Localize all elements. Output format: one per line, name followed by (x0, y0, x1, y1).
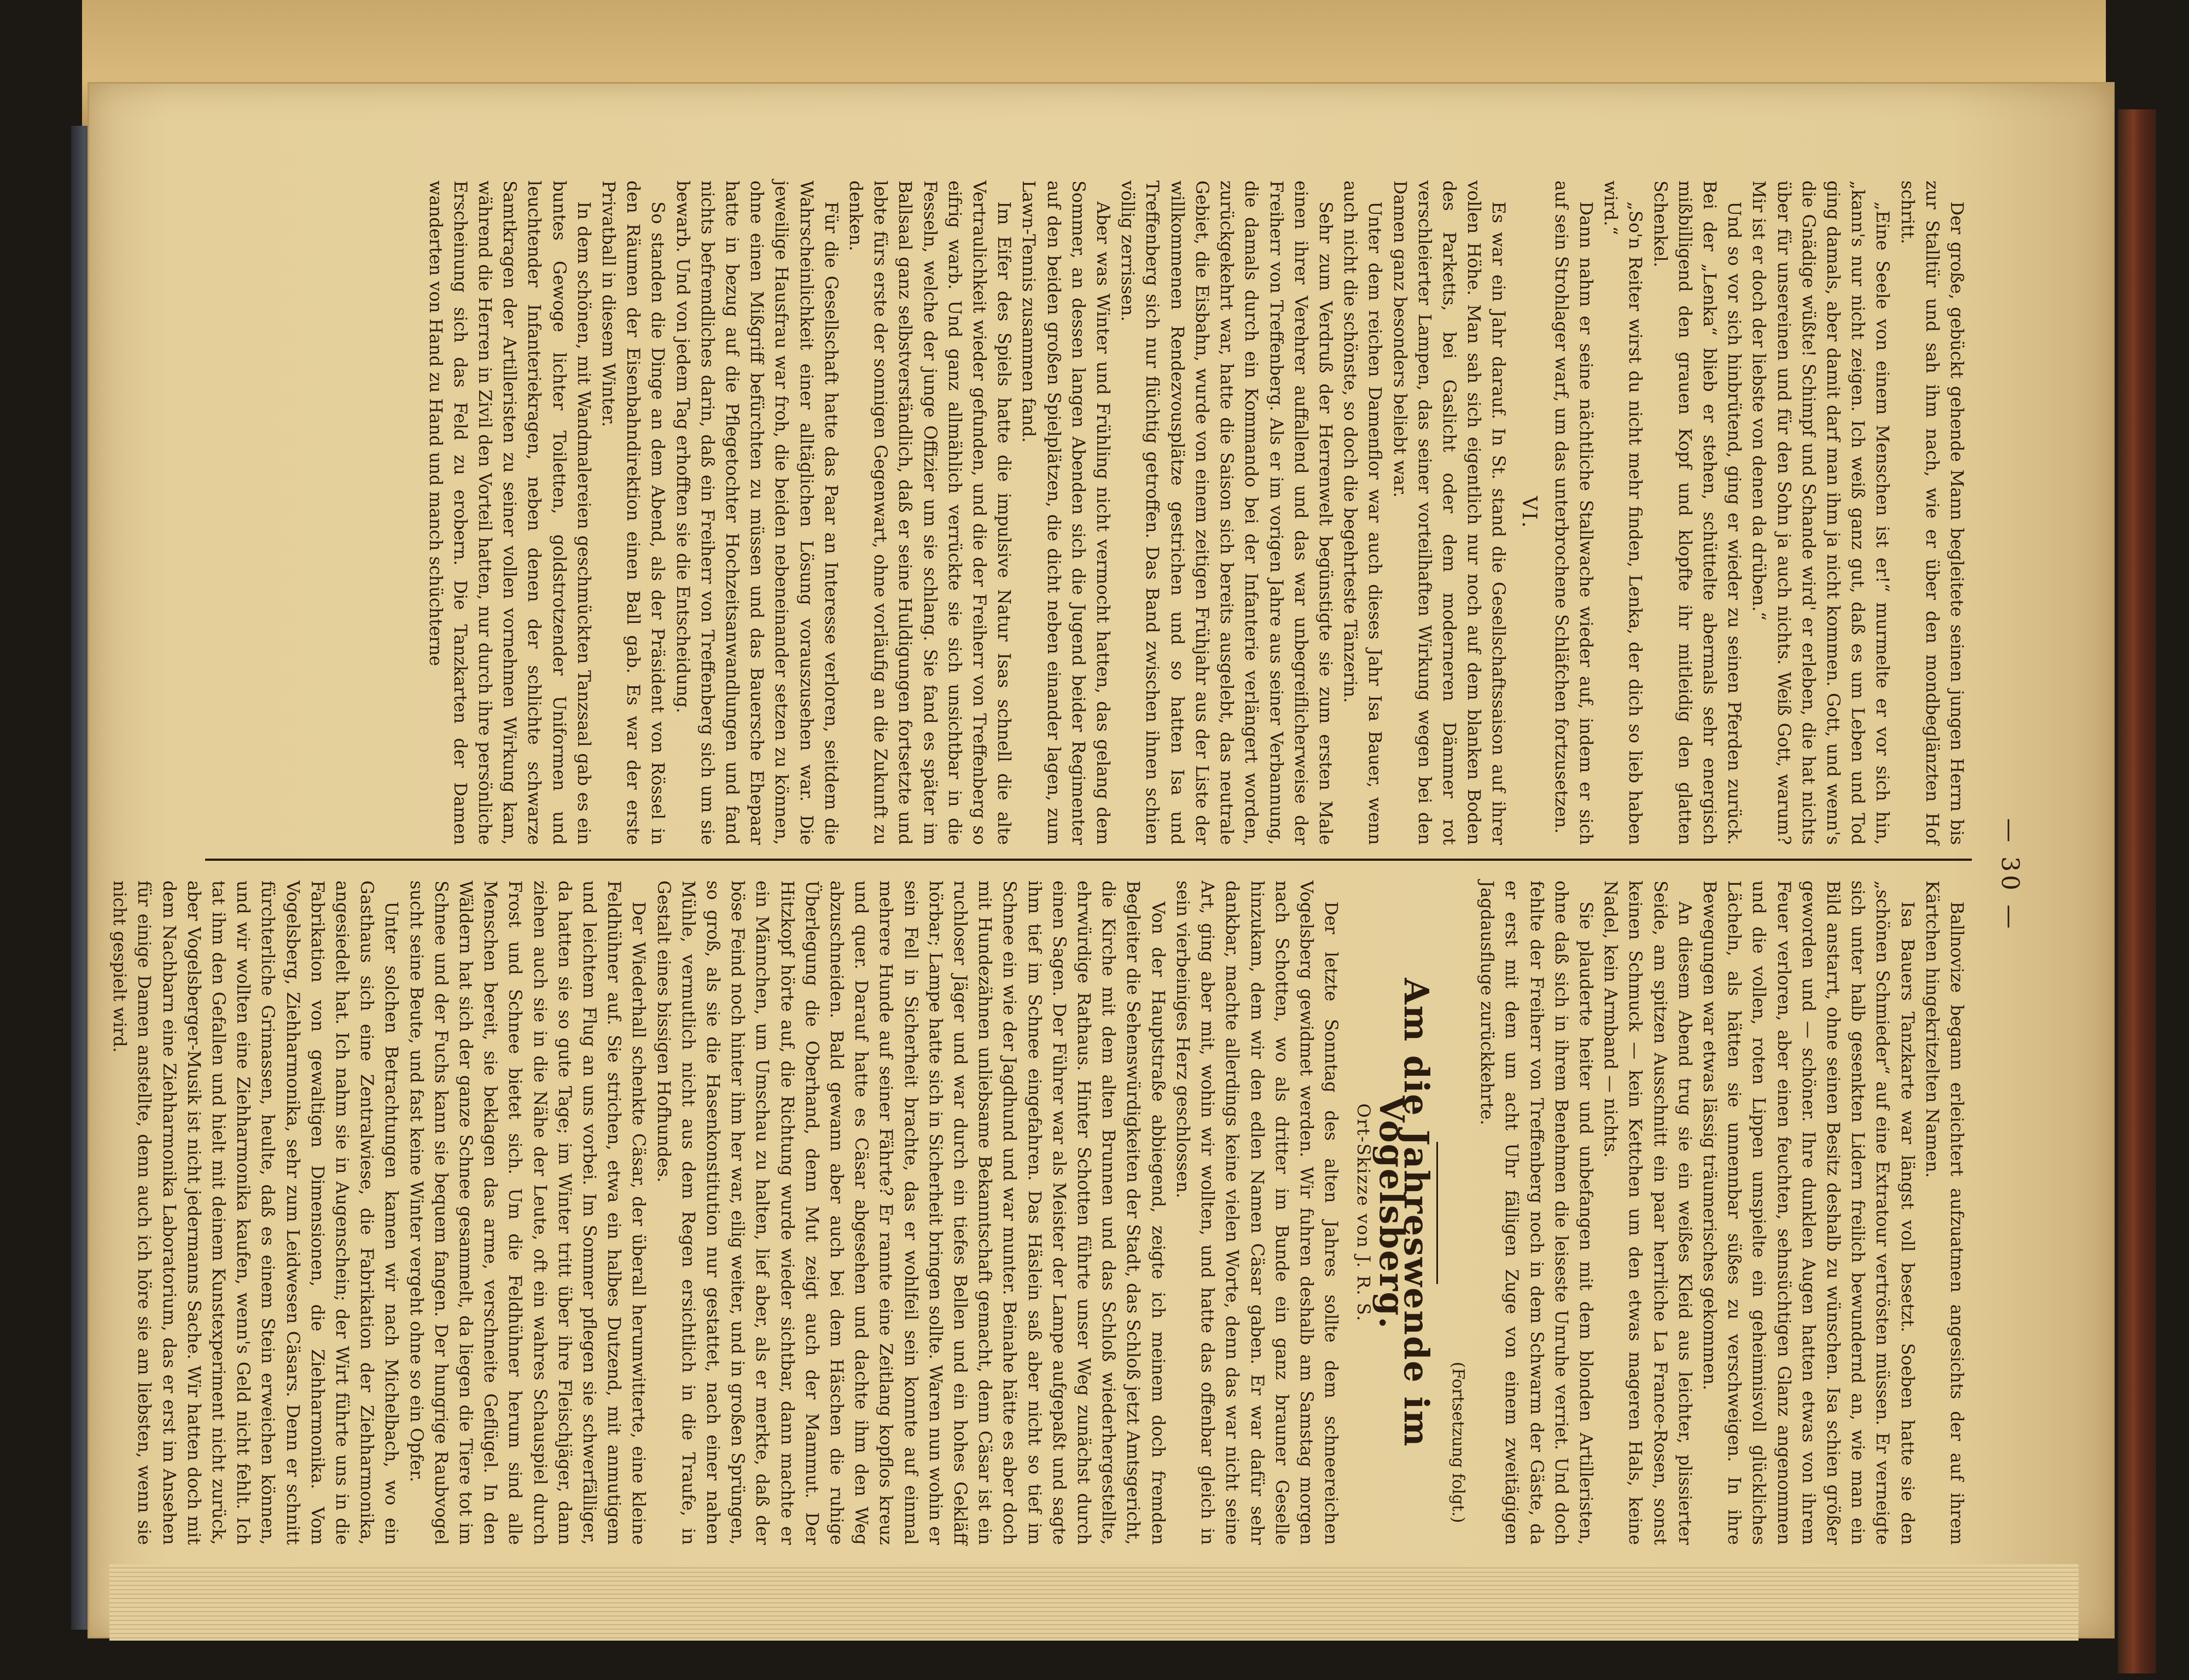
paragraph: Sie plauderte heiter und unbefangen mit dem blonden Artilleristen, ohne daß sich in ihrem Benehmen die leiseste Unruhe verriet. Und doch fehlte der Freiherr von Treffenberg noch in dem Schwarm der Gäste, da er erst mit dem um acht Uhr fälligen Zuge von einem zweitägigen Jagdausfluge zurückkehrte. (1477, 880, 1597, 1545)
paragraph: Der Wiederhall schenkte Cäsar, der überall herumwitterte, eine kleine Feldhühner auf. Sie strichen, etwa ein halbes Dutzend, mit anmutigem und leichtem Flug an uns vorbei. Im Sommer pflegen sie schwerfälliger, da hatten sie so gute Tage; im Winter tritt über ihre Fleischjäger, dann ziehen auch sie in die Nähe der Leute, oft ein wahres Schauspiel durch Frost und Schnee bietet sich. Um die Feldhühner herum sind alle Menschen bereit, sie beklagen das arme, verschneite Geflügel. In den Wäldern hat sich der ganze Schnee gesammelt, da liegen die Tiere tot im Schnee und der Fuchs kann sie bequem fangen. Der hungrige Raubvogel sucht seine Beute, und fast keine Winter vergeht ohne so ein Opfer. (406, 880, 650, 1545)
right-column (109, 880, 1969, 1545)
paragraph: Für die Gesellschaft hatte das Paar an Interesse verloren, seitdem die Wahrscheinlichkeit einer alltäglichen Lösung vorauszusehen war. Die jeweilige Hausfrau war froh, die beiden nebeneinander setzen zu können, ohne einen Mißgriff befürchten zu müssen und das Bauersche Ehepaar hatte in bezug auf die Pflegetochter Hochzeitsanwandlungen und fand nichts befremdliches darin, daß ein Freiherr von Treffenberg sich um sie bewarb. Und von jedem Tag erhofften sie die Entscheidung. (672, 180, 842, 845)
paragraph: Aber was Winter und Frühling nicht vermocht hatten, das gelang dem Sommer, an dessen langen Abenden sich die Jugend beider Regimenter auf den beiden großen Spielplätzen, die dicht neben einander lagen, zum Lawn-Tennis zusammen fand. (1018, 180, 1114, 845)
paragraph: Der große, gebückt gehende Mann begleitete seinen jungen Herrn bis zur Stalltür und sah ihm nach, wie er über den mondbeglänzten Hof schritt. (1897, 180, 1967, 845)
left-column (208, 180, 1969, 845)
paragraph: So standen die Dinge an dem Abend, als der Präsident von Rössel in den Räumen der Eisenbahndirektion einen Ball gab. Es war der erste Privatball in diesem Winter. (598, 180, 669, 845)
story-title: Am die Jahreswende im Vogelsberg. (1371, 978, 1436, 1448)
rotated-page-content (88, 82, 2111, 1635)
book-binding-right (2118, 109, 2156, 1673)
separator-rule (1436, 1142, 1438, 1284)
page-number: — 30 — (1996, 818, 2024, 932)
paragraph: Unter solchen Betrachtungen kamen wir nach Michelbach, wo ein Gasthaus sich eine Zentralwiese, die Fabrikation der Ziehharmonika, angesiedelt hat. Ich nahm sie in Augenschein; der Wirt führte uns in die Fabrikation von gewaltigen Dimensionen, die Ziehharmonika. Vom Vogelsberg, Ziehharmonika, sehr zum Leidwesen Cäsars. Denn er schnitt fürchterliche Grimassen, heulte, daß es einem Stein erweichen können, und wir wollten eine Ziehharmonika kaufen, wenn's Geld nicht fehlt. Ich tat ihm den Gefallen und hielt mit deinem Kunstexperiment nicht zurück, aber Vogelsberger-Musik ist nicht jedermanns Sache. Wir hatten doch mit dem Nachbarn eine Ziehharmonika Laboratorium, das er erst im Ansehen für einige Damen anstellte, denn auch ich höre sie am liebsten, wenn sie nicht gespielt wird. (109, 880, 403, 1545)
paragraph: „Eine Seele von einem Menschen ist er!“ murmelte er vor sich hin, „kann's nur nicht zeigen. Ich weiß ganz gut, daß es um Leben und Tod ging damals, aber damit darf man ihm ja nicht kommen. Gott, und wenn's die Gnädige wüßte! Schimpf und Schande wird' er erleben, die hat nichts über für unsereinen und für den Sohn ja auch nichts. Weiß Gott, warum? Mir ist er doch der liebste von denen da drüben.“ (1749, 180, 1894, 845)
paragraph: In dem schönen, mit Wandmalereien geschmückten Tanzsaal gab es ein buntes Gewoge lichter Toiletten, goldstrotzender Uniformen und leuchtender Infanteriekragen, neben denen der schlichte schwarze Samtkragen der Artilleristen zu seiner vollen vornehmen Wirkung kam, während die Herren in Zivil den Vorteil hatten, nur durch ihre persönliche Erscheinung sich das Feld zu erobern. Die Tanzkarten der Damen wanderten von Hand zu Hand und manch schüchterne (425, 180, 595, 845)
paragraph: Und so vor sich hinbrütend, ging er wieder zu seinen Pferden zurück. Bei der „Lenka“ blieb er stehen, schüttelte abermals sehr energisch mißbilligend den grauen Kopf und klopfte ihr mitleidig den glatten Schenkel. (1650, 180, 1745, 845)
paragraph: Isa Bauers Tanzkarte war längst voll besetzt. Soeben hatte sie den „schönen Schmieder“ auf eine Extratour vertrösten müssen. Er verneigte sich unter halb gesenkten Lidern freilich bewundernd an, wie man ein Bild anstarrt, ohne seinen Besitz deshalb zu wünschen. Isa schien größer geworden und — schöner. Ihre dunklen Augen hatten etwas von ihrem Feuer verloren, aber einen feuchten, sehnsüchtigen Glanz angenommen und die vollen, roten Lippen umspielte ein geheimnisvoll glückliches Lächeln, als hätten sie unnennbar süßes zu verschweigen. In ihre Bewegungen war etwas lässig träumerisches gekommen. (1699, 880, 1918, 1545)
paragraph: Ballnovize begann erleichtert aufzuatmen angesichts der auf ihrem Kärtchen hingekritzelten Namen. (1922, 880, 1967, 1545)
continued-note: (Fortsetzung folgt.) (1448, 1362, 1468, 1523)
column-divider (205, 859, 1972, 861)
story-subtitle: Ort-Skizze von J. R. S. (1353, 1103, 1375, 1322)
paragraph: Im Eifer des Spiels hatte die impulsive Natur Isas schnell die alte Vertraulichkeit wieder gefunden, und die der Freiherr von Treffenberg so eifrig warb. Und ganz allmählich verrückte sie sich unsichtbar in die Fesseln, welche der junge Offizier um sie schlang. Sie fand es später im Ballsaal ganz selbstverständlich, daß er seine Huldigungen fortsetzte und lebte fürs erste der sonnigen Gegenwart, ohne vorläufig an die Zukunft zu denken. (846, 180, 1015, 845)
paragraph: Der letzte Sonntag des alten Jahres sollte dem schneereichen Vogelsberg gewidmet werden. Wir fuhren deshalb am Samstag morgen nach Schotten, wo als dritter im Bunde ein ganz brauner Geselle hinzukam, dem wir den edlen Namen Cäsar gaben. Er war dafür sehr dankbar, machte allerdings keine vielen Worte, denn das war nicht seine Art, ging aber mit, wohin wir wollten, und hatte das offenbar gleich in sein vierbeiniges Herz geschlossen. (1172, 880, 1342, 1545)
paragraph: An diesem Abend trug sie ein weißes Kleid aus leichter, plissierter Seide, am spitzen Ausschnitt ein paar herrliche La France-Rosen, sonst keinen Schmuck — kein Kettchen um den etwas mageren Hals, keine Nadel, kein Armband — nichts. (1600, 880, 1696, 1545)
paragraph: Sehr zum Verdruß der Herrenwelt begünstigte sie zum ersten Male einen ihrer Verehrer auffallend und das war unbegreiflicherweise der Freiherr von Treffenberg. Als er im vorigen Jahre aus seiner Verbannung, die damals durch ein Kommando bei der Infanterie verlängert worden, zurückgekehrt war, hatte die Saison sich bereits ausgelebt, das neutrale Gebiet, die Eisbahn, wurde von einem zeitigen Frühjahr aus der Liste der willkommenen Rendezvousplätze gestrichen und so hatten Isa und Treffenberg sich nur flüchtig getroffen. Das Band zwischen ihnen schien völlig zerrissen. (1117, 180, 1336, 845)
paragraph: Dann nahm er seine nächtliche Stallwache wieder auf, indem er sich auf sein Strohlager warf, um das unterbrochene Schläfchen fortzusetzen. (1551, 180, 1597, 845)
section-heading: VI. (1517, 496, 1540, 529)
paragraph: Von der Hauptstraße abbiegend, zeigte ich meinem doch fremden Begleiter die Sehenswürdigkeiten der Stadt, das Schloß jetzt Amtsgericht, die Kirche mit dem alten Brunnen und das Schloß wiederhergestellte, ehrwürdige Rathaus. Hinter Schotten führte unser Weg zunächst durch einen Sagen. Der Führer war als Meister der Lampe aufgepaßt und sagte ihm tief im Schnee eingefahren. Das Häslein saß aber nicht so tief im Schnee ein wie der Jagdhund und war munter. Beinahe hätte es aber doch mit Hundezähnen unliebsame Bekanntschaft gemacht, denn Cäsar ist ein ruchloser Jäger und war durch ein tiefes Bellen und ein hohes Gekläff hörbar; Lampe hatte sich in Sicherheit bringen sollte. Waren nun wohin er sein Fell in Sicherheit brachte, das er wohlfeil sein konnte auf einmal mehrere Hunde auf seiner Fährte? Er rannte eine Zeitlang kopflos kreuz und quer. Darauf hatte es Cäsar abgesehen und dachte ihm den Weg abzuschneiden. Bald gewann aber auch bei dem Häschen die ruhige Überlegung die Oberhand, denn Mut zeigt auch der Mammut. Der Hitzkopf hörte auf, die Richtung wurde wieder sichtbar, dann machte er ein Männchen, um Umschau zu halten, lief aber, als er merkte, daß der böse Feind noch hinter ihm her war, eilig weiter, und in großen Sprüngen, so groß, als sie die Hasenkonstitution nur gestattet, nach einer nahen Mühle, vermutlich nicht aus dem Regen ersichtlich in die Traufe, in Gestalt eines bissigen Hofhundes. (653, 880, 1169, 1545)
paragraph: Unter dem reichen Damenflor war auch dieses Jahr Isa Bauer, wenn auch nicht die schönste, so doch die begehrteste Tänzerin. (1340, 180, 1386, 845)
paragraph: Es war ein Jahr darauf. In St. stand die Gesellschaftssaison auf ihrer vollen Höhe. Man sah sich eigentlich nur noch auf dem blanken Boden des Parketts, bei Gaslicht oder dem moderneren Dämmer rot verschleierter Lampen, das seiner vorteilhaften Wirkung wegen bei den Damen ganz besonders beliebt war. (1389, 180, 1510, 845)
paragraph: „So'n Reiter wirst du nicht mehr finden, Lenka, der dich so lieb haben wird.“ (1600, 180, 1646, 845)
